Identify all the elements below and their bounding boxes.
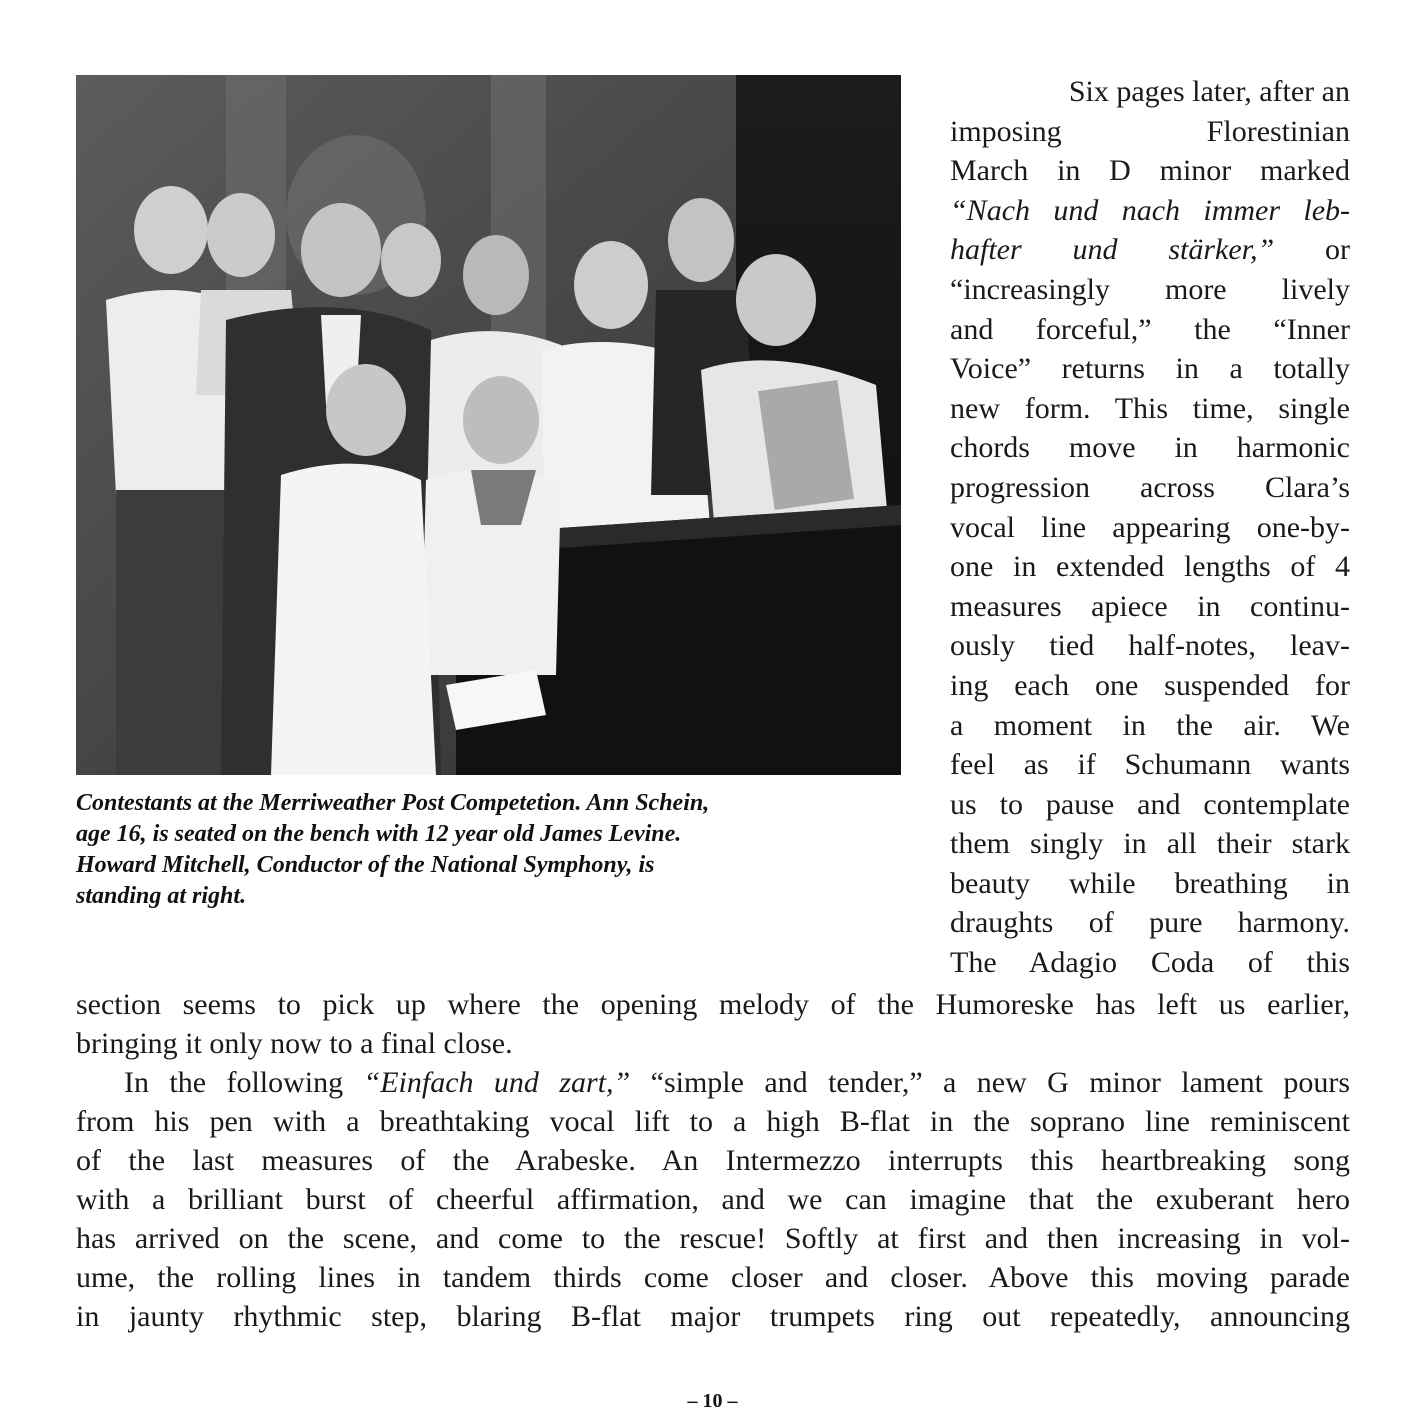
text-line: “Nach und nach immer leb- [950, 193, 1350, 227]
text-line: draughts of pure harmony. [950, 906, 1350, 940]
text-line: a moment in the air. We [950, 708, 1350, 742]
text-line: one in extended lengths of 4 [950, 550, 1350, 584]
text-line: ume, the rolling lines in tandem thirds come closer and closer. Above this moving parade [76, 1261, 1350, 1294]
photo-caption [76, 788, 906, 912]
page-number: – 10 – [687, 1390, 738, 1412]
text-line: beauty while breathing in [950, 866, 1350, 900]
text-line: us to pause and contemplate [950, 787, 1350, 821]
caption-line: standing at right. [76, 883, 247, 909]
caption-line: age 16, is seated on the bench with 12 year old James Levine. [76, 821, 682, 847]
text-line [76, 1063, 1350, 1102]
text-line: them singly in all their stark [950, 827, 1350, 861]
italic-phrase: hafter und stärker,” [950, 233, 1275, 267]
text-line: March in D minor marked [950, 154, 1350, 188]
text-line: bringing it only now to a final close. [76, 1027, 513, 1060]
text-line: has arrived on the scene, and come to the rescue! Softly at first and then increasing in vol- [76, 1222, 1350, 1255]
text-line: chords move in harmonic [950, 431, 1350, 465]
text-line: The Adagio Coda of this [950, 946, 1350, 980]
text-line: Voice” returns in a totally [950, 352, 1350, 386]
historical-photograph [76, 75, 901, 775]
text-line: “increasingly more lively [950, 272, 1350, 306]
italic-phrase: “Einfach und zart,” [363, 1066, 631, 1099]
text-line: with a brilliant burst of cheerful affirmation, and we can imagine that the exuberant hero [76, 1183, 1350, 1216]
text-line: measures apiece in continu- [950, 589, 1350, 623]
text-line: ing each one suspended for [950, 668, 1350, 702]
main-body-text [76, 985, 1350, 1336]
text-line: ously tied half-notes, leav- [950, 629, 1350, 663]
text-line: of the last measures of the Arabeske. An Intermezzo interrupts this heartbreaking song [76, 1144, 1350, 1177]
text-line: imposing Florestinian [950, 114, 1350, 148]
text-line: new form. This time, single [950, 391, 1350, 425]
text-line: from his pen with a breathtaking vocal lift to a high B-flat in the soprano line reminiscent [76, 1105, 1350, 1138]
text-line: and forceful,” the “Inner [950, 312, 1350, 346]
text-line [950, 230, 1350, 270]
text-line: Six pages later, after an [1068, 75, 1350, 108]
text-line: in jaunty rhythmic step, blaring B-flat major trumpets ring out repeatedly, announcing [76, 1300, 1350, 1333]
caption-line: Contestants at the Merriweather Post Competetion. Ann Schein, [76, 790, 710, 816]
text-line: progression across Clara’s [950, 470, 1350, 504]
caption-line: Howard Mitchell, Conductor of the National Symphony, is [76, 852, 655, 878]
text-span: “simple and tender,” a new G minor lament pours [630, 1066, 1350, 1099]
text-line: feel as if Schumann wants [950, 748, 1350, 782]
side-column-text [950, 72, 1350, 983]
text-line: section seems to pick up where the opening melody of the Humoreske has left us earlier, [76, 988, 1350, 1021]
text-line: vocal line appearing one-by- [950, 510, 1350, 544]
word: or [1325, 233, 1350, 267]
photo-illustration [76, 75, 901, 775]
text-span: In the following [124, 1066, 364, 1099]
